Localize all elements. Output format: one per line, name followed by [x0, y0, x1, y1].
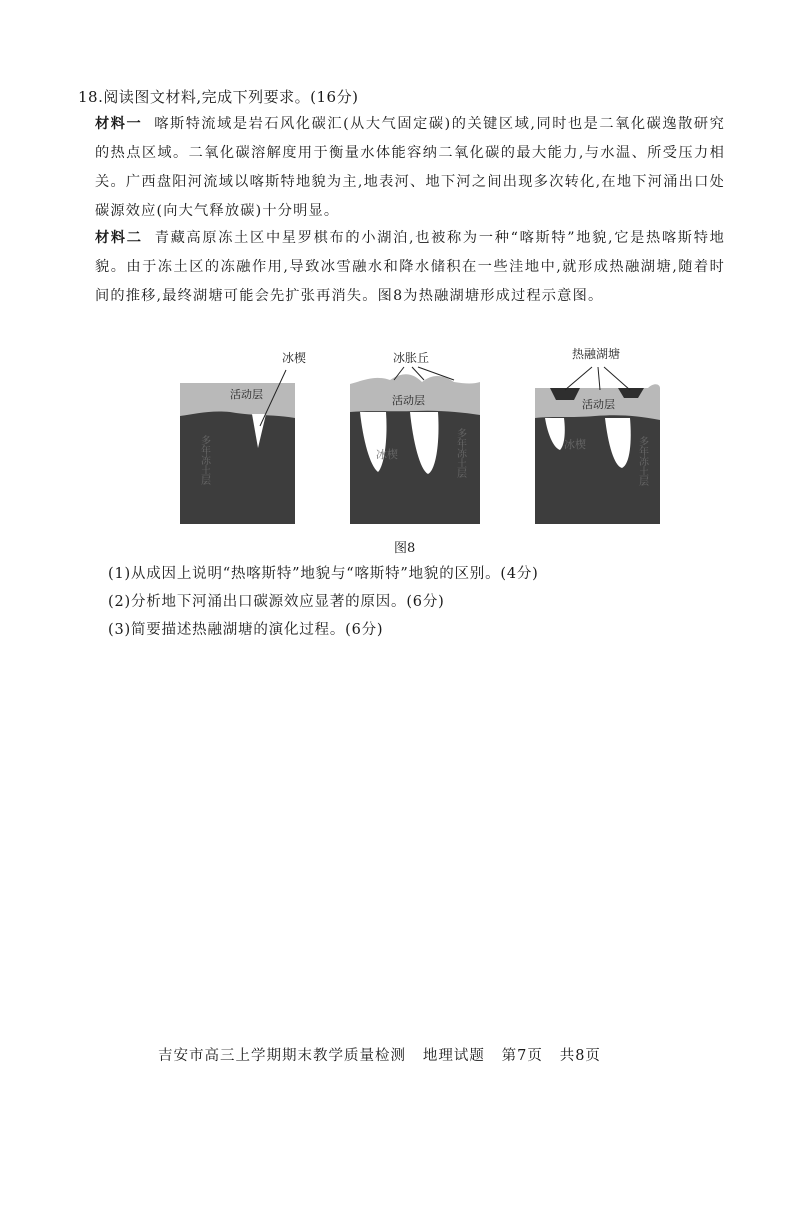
sub-question-1: (1)从成因上说明“热喀斯特”地貌与“喀斯特”地貌的区别。(4分): [108, 566, 539, 582]
material-two-lead: 材料二: [95, 230, 143, 246]
panel-stage-3: [535, 346, 660, 524]
callout-line: [565, 367, 592, 390]
callout-frost-mound: 冰胀丘: [393, 351, 430, 365]
page-footer: 吉安市高三上学期期末教学质量检测 地理试题 第7页 共8页: [158, 1048, 601, 1064]
callout-line: [598, 367, 600, 390]
label-ice-wedge: 冰楔: [564, 438, 586, 451]
panel-stage-2: [350, 350, 480, 524]
callout-thaw-pond: 热融湖塘: [572, 347, 621, 361]
label-ice-wedge: 冰楔: [376, 448, 398, 461]
callout-line: [604, 367, 630, 390]
label-active-layer: 活动层: [392, 394, 425, 407]
label-active-layer: 活动层: [582, 398, 615, 411]
material-two-text: 青藏高原冻土区中星罗棋布的小湖泊,也被称为一种“喀斯特”地貌,它是热喀斯特地貌。由于冻土区的冻融作用,导致冰雪融水和降水储积在一些洼地中,就形成热融湖塘,随着时间的推移,最终湖塘可能会先扩张再消失。图8为热融湖塘形成过程示意图。: [95, 230, 725, 304]
material-two: [95, 224, 725, 311]
label-permafrost: 多年冻土层: [636, 436, 648, 486]
callout-ice-wedge: 冰楔: [282, 351, 307, 365]
material-one-lead: 材料一: [95, 116, 143, 132]
label-permafrost: 多年冻土层: [198, 435, 210, 485]
question-title: 18.阅读图文材料,完成下列要求。(16分): [78, 88, 359, 106]
panel-stage-1: [180, 350, 306, 524]
figure-caption: 图8: [394, 541, 416, 556]
thermokarst-diagram: [170, 340, 670, 540]
permafrost-block: [180, 402, 295, 524]
material-one-text: 喀斯特流域是岩石风化碳汇(从大气固定碳)的关键区域,同时也是二氧化碳逸散研究的热点区域。二氧化碳溶解度用于衡量水体能容纳二氧化碳的最大能力,与水温、所受压力相关。广西盘阳河流域以喀斯特地貌为主,地表河、地下河之间出现多次转化,在地下河涌出口处碳源效应(向大气释放碳)十分明显。: [95, 116, 725, 219]
label-active-layer: 活动层: [230, 388, 263, 401]
sub-question-2: (2)分析地下河涌出口碳源效应显著的原因。(6分): [108, 594, 445, 610]
label-permafrost: 多年冻土层: [454, 428, 466, 478]
sub-question-3: (3)简要描述热融湖塘的演化过程。(6分): [108, 622, 384, 638]
material-one: [95, 110, 725, 226]
